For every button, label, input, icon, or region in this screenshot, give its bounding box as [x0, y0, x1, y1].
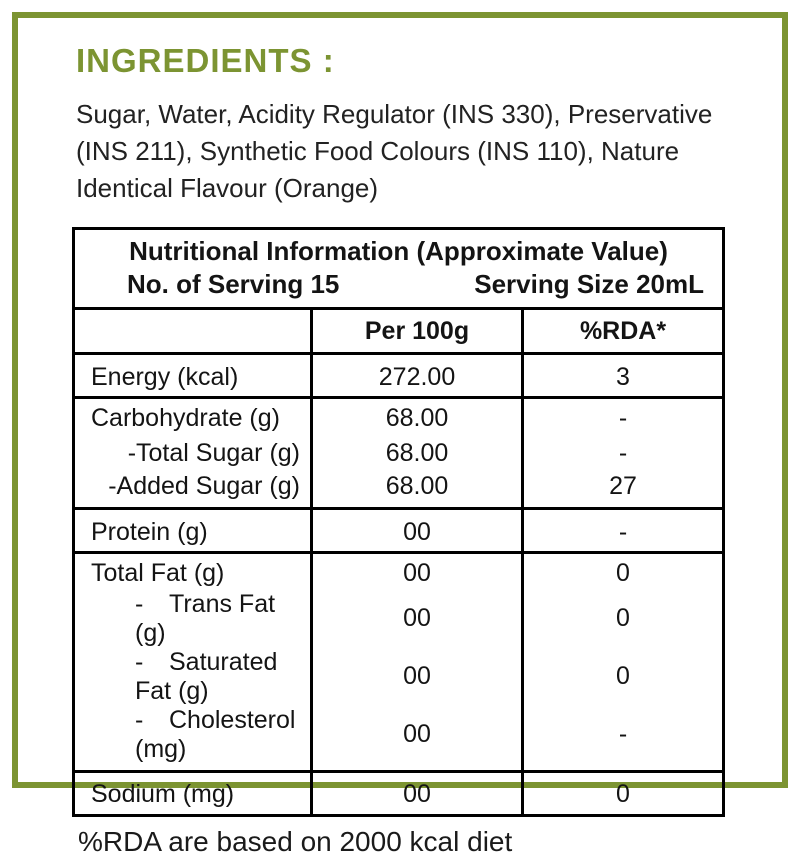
table-row-trans-fat	[74, 590, 724, 648]
row-label: Energy (kcal)	[74, 354, 312, 398]
row-label-text: Saturated Fat (g)	[135, 647, 278, 705]
row-label: Sodium (mg)	[74, 771, 312, 815]
ingredients-text: Sugar, Water, Acidity Regulator (INS 330), Preservative (INS 211), Synthetic Food Colours (INS 110), Nature Identical Flavour (Orange)	[76, 99, 713, 203]
row-rda-value: 3	[523, 354, 724, 398]
row-label: -Added Sugar (g)	[108, 471, 300, 500]
table-row-sodium	[74, 771, 724, 815]
row-per100g-value: 00	[312, 590, 523, 648]
row-rda-value: -	[523, 706, 724, 772]
table-row-energy	[74, 354, 724, 398]
row-label-text: Trans Fat (g)	[135, 589, 276, 647]
ingredients-heading: INGREDIENTS :	[76, 42, 335, 79]
serving-info	[75, 268, 722, 301]
row-per100g-value: 00	[312, 509, 523, 553]
serving-count: No. of Serving 15	[127, 269, 340, 299]
row-rda-value: -	[523, 509, 724, 553]
table-row-carbohydrate	[74, 398, 724, 435]
row-rda-value: 0	[523, 771, 724, 815]
row-per100g-value: 00	[312, 771, 523, 815]
dash-bullet: -	[135, 647, 144, 676]
label-frame	[12, 12, 788, 857]
row-per100g-value: 68.00	[312, 398, 523, 435]
row-rda-value: 0	[523, 648, 724, 706]
row-per100g-value: 272.00	[312, 354, 523, 398]
row-per100g-value: 00	[312, 648, 523, 706]
row-label: Carbohydrate (g)	[74, 398, 312, 435]
row-label: Protein (g)	[74, 509, 312, 553]
row-label-text: Cholesterol (mg)	[135, 705, 296, 763]
row-rda-value: -	[523, 435, 724, 472]
dash-bullet: -	[135, 589, 144, 618]
column-header-rda: %RDA*	[523, 309, 724, 354]
row-rda-value: 27	[523, 472, 724, 509]
row-rda-value: 0	[523, 590, 724, 648]
row-label	[74, 590, 312, 648]
table-row-total-sugar	[74, 435, 724, 472]
column-header-blank	[74, 309, 312, 354]
serving-size: Serving Size 20mL	[474, 269, 704, 299]
nutrition-table	[72, 227, 725, 817]
table-row-total-fat	[74, 553, 724, 590]
row-rda-value: 0	[523, 553, 724, 590]
nutrition-table-title: Nutritional Information (Approximate Value)	[129, 236, 668, 266]
row-per100g-value: 68.00	[312, 435, 523, 472]
column-header-per100g: Per 100g	[312, 309, 523, 354]
table-row-cholesterol	[74, 706, 724, 772]
dash-bullet: -	[135, 705, 144, 734]
row-label: -Total Sugar (g)	[127, 438, 300, 467]
table-row-saturated-fat	[74, 648, 724, 706]
table-row-added-sugar	[74, 472, 724, 509]
row-label	[74, 648, 312, 706]
row-per100g-value: 00	[312, 706, 523, 772]
rda-footnote: %RDA are based on 2000 kcal diet	[78, 825, 513, 857]
table-title-row	[74, 229, 724, 309]
column-header-row	[74, 309, 724, 354]
table-row-protein	[74, 509, 724, 553]
row-per100g-value: 00	[312, 553, 523, 590]
row-rda-value: -	[523, 398, 724, 435]
row-per100g-value: 68.00	[312, 472, 523, 509]
row-label	[74, 706, 312, 772]
row-label: Total Fat (g)	[74, 553, 312, 590]
label-content	[18, 18, 782, 858]
table-title-cell	[74, 229, 724, 309]
